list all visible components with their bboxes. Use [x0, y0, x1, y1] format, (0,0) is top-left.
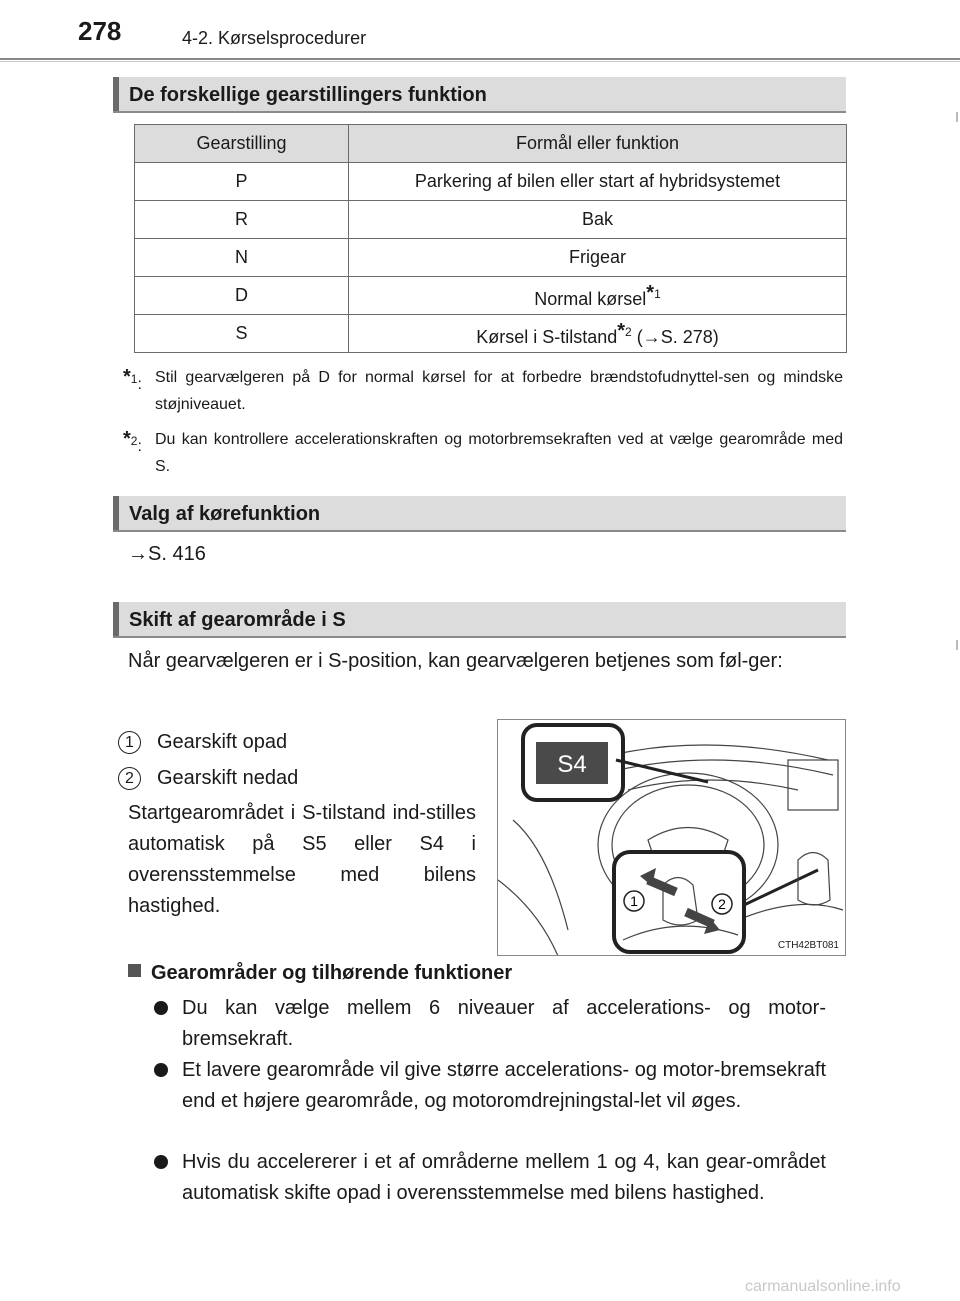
bullet-icon: [154, 1001, 168, 1015]
footnote: [123, 364, 843, 418]
header-rule: [0, 58, 960, 60]
table-row: [135, 163, 847, 201]
footnote-mark: $^{*1}$:: [123, 366, 142, 393]
footnote: [123, 426, 843, 480]
section-bar: [113, 602, 119, 636]
page-number: 278: [78, 16, 122, 46]
footnote-text: Du kan kontrollere accelerationskraften og motorbremsekraften ved at vælge gearområde med S.: [155, 431, 843, 475]
step-text: Gearskift nedad: [157, 767, 299, 789]
list-item: [154, 1055, 826, 1117]
function-cell: Frigear: [349, 239, 847, 277]
chapter-title: 4-2. Kørselsprocedurer: [182, 28, 367, 48]
gear-cell: S: [135, 315, 349, 353]
watermark: carmanualsonline.info: [745, 1278, 901, 1295]
footnote-number: 1: [130, 372, 138, 386]
intro-paragraph: Når gearvælgeren er i S-position, kan gearvælgeren betjenes som føl-ger:: [128, 650, 783, 672]
table-row: [135, 201, 847, 239]
table-header-row: [135, 125, 847, 163]
table-header-function: Formål eller funktion: [349, 125, 847, 163]
function-cell: [349, 315, 847, 353]
section-title: Skift af gearområde i S: [129, 609, 346, 631]
margin-tick: [956, 112, 958, 122]
function-cell: Bak: [349, 201, 847, 239]
margin-tick: [956, 640, 958, 650]
footnote-ref: 2: [625, 324, 632, 339]
list-item: [154, 1147, 826, 1209]
section-bar: [113, 496, 119, 530]
page-reference: (→S. 278): [636, 326, 719, 347]
table-row: [135, 239, 847, 277]
function-text: Normal kørsel: [534, 288, 647, 309]
gear-cell: D: [135, 277, 349, 315]
shift-illustration: [497, 719, 846, 956]
step-text: Gearskift opad: [157, 731, 288, 753]
table-row: [135, 277, 847, 315]
asterisk-icon: *: [123, 428, 131, 450]
section-title: Valg af kørefunktion: [129, 503, 321, 525]
page-header: [0, 0, 960, 62]
gear-cell: P: [135, 163, 349, 201]
list-item-text: Hvis du accelererer i et af områderne mellem 1 og 4, kan gear-området automatisk skifte opad i overensstemmelse med bilens hastighed.: [182, 1151, 826, 1204]
section-heading-gear-functions: [113, 77, 846, 113]
square-bullet-icon: [128, 964, 141, 977]
list-item-text: Du kan vælge mellem 6 niveauer af accelerations- og motor-bremsekraft.: [182, 997, 826, 1050]
footnote-text: Stil gearvælgeren på D for normal kørsel for at forbedre brændstofudnyttel-sen og mindske støjniveauet.: [155, 369, 843, 413]
section-title: De forskellige gearstillingers funktion: [129, 84, 487, 106]
footnote-number: 2: [130, 434, 138, 448]
footnote-mark: $^{*2}$:: [123, 428, 142, 455]
callout-1-label: 1: [630, 893, 638, 909]
subsection-title: Gearområder og tilhørende funktioner: [151, 962, 513, 984]
table-row: [135, 315, 847, 353]
list-item: [154, 993, 826, 1055]
asterisk-icon: *: [617, 319, 626, 342]
note-paragraph: Startgearområdet i S-tilstand ind-stilles automatisk på S5 eller S4 i overensstemmelse med bilens hastighed.: [128, 802, 476, 917]
step-number: 2: [118, 767, 141, 790]
section-heading-s-range: [113, 602, 846, 638]
list-item-text: Et lavere gearområde vil give større accelerations- og motor-bremsekraft end et højere gearområde, og motoromdrejningstal-let vil øges.: [182, 1059, 826, 1112]
function-cell: Parkering af bilen eller start af hybridsystemet: [349, 163, 847, 201]
dashboard-drawing: [498, 720, 846, 956]
function-text: Kørsel i S-tilstand: [476, 326, 618, 347]
page-reference-link[interactable]: →S. 416: [128, 543, 206, 565]
asterisk-icon: *: [646, 281, 655, 304]
callout-2-label: 2: [718, 896, 726, 912]
asterisk-icon: *: [123, 366, 131, 388]
gear-cell: N: [135, 239, 349, 277]
gear-cell: R: [135, 201, 349, 239]
header-rule-light: [0, 61, 960, 62]
section-heading-drive-mode: [113, 496, 846, 532]
figure-code: CTH42BT081: [777, 940, 839, 951]
function-cell: [349, 277, 847, 315]
section-bar: [113, 77, 119, 111]
gear-function-table: [134, 124, 847, 353]
bullet-icon: [154, 1155, 168, 1169]
bullet-icon: [154, 1063, 168, 1077]
table-header-gear: Gearstilling: [135, 125, 349, 163]
display-text: S4: [557, 751, 587, 778]
step-number: 1: [118, 731, 141, 754]
footnote-ref: 1: [654, 286, 661, 301]
subsection-heading: [128, 962, 512, 985]
